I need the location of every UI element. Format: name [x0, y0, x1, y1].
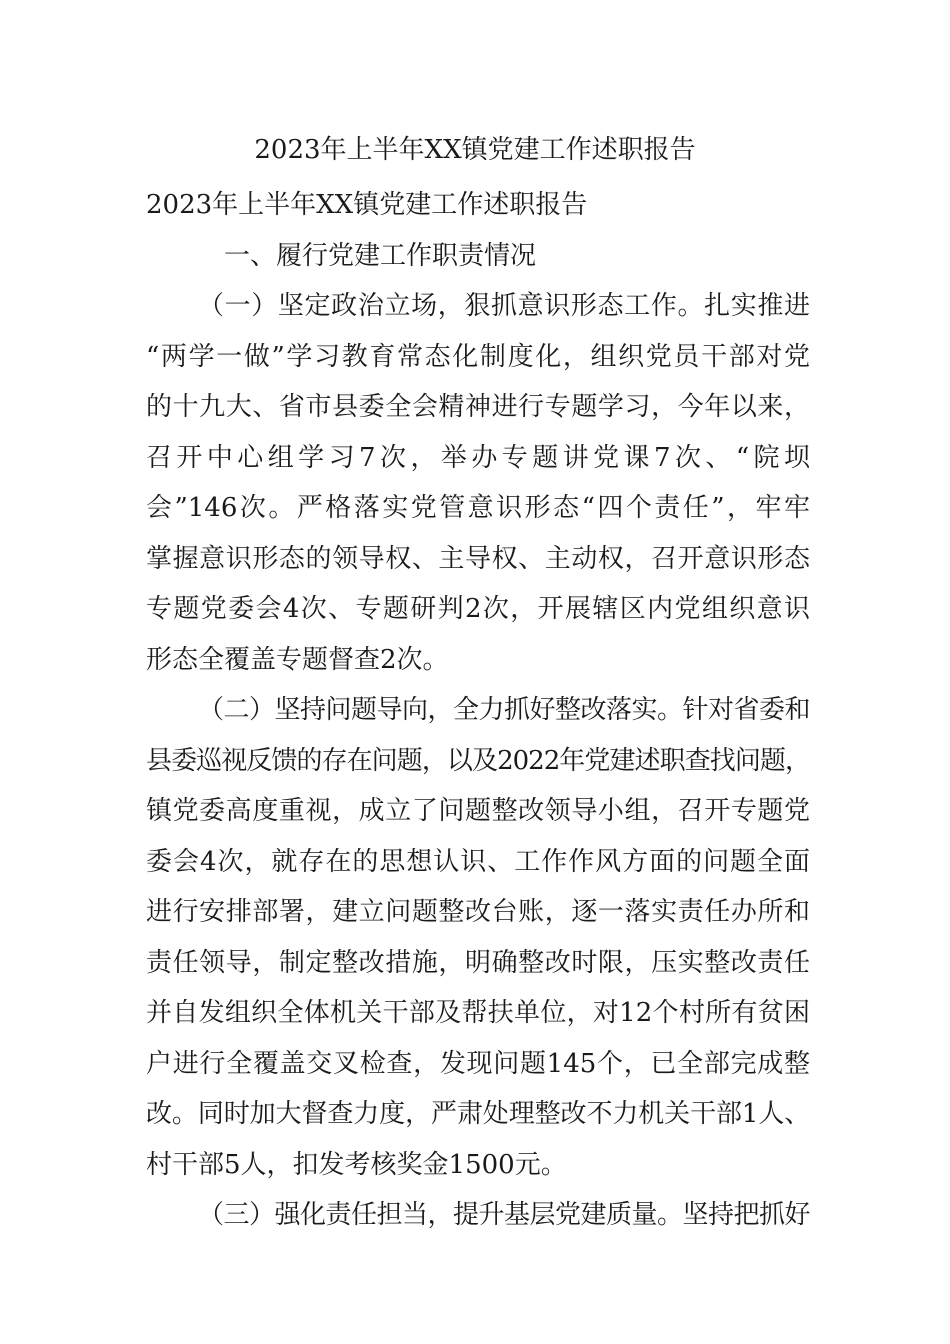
paragraph-line: 的十九大、省市县委全会精神进行专题学习，今年以来， — [146, 392, 810, 422]
paragraph-line: （三）强化责任担当，提升基层党建质量。坚持把抓好 — [198, 1200, 811, 1230]
paragraph-line: 形态全覆盖专题督查2次。 — [146, 644, 449, 675]
paragraph-line: 召开中心组学习7次，举办专题讲党课7次、“院坝 — [146, 442, 810, 473]
paragraph-line: （一）坚定政治立场，狠抓意识形态工作。扎实推进 — [198, 291, 810, 321]
paragraph-line: 掌握意识形态的领导权、主导权、主动权，召开意识形态 — [146, 543, 810, 574]
document-title: 2023年上半年XX镇党建工作述职报告 — [254, 135, 696, 165]
paragraph-line: 并自发组织全体机关干部及帮扶单位，对12个村所有贫困 — [146, 998, 810, 1028]
paragraph-line: 改。同时加大督查力度，严肃处理整改不力机关干部1人、 — [146, 1099, 810, 1129]
paragraph-line: 责任领导，制定整改措施，明确整改时限，压实整改责任 — [146, 947, 810, 978]
paragraph-line: 村干部5人，扣发考核奖金1500元。 — [146, 1149, 567, 1180]
paragraph-line: 委会4次，就存在的思想认识、工作作风方面的问题全面 — [146, 846, 810, 877]
paragraph-line: （二）坚持问题导向，全力抓好整改落实。针对省委和 — [198, 695, 811, 725]
paragraph-line: 进行安排部署，建立问题整改台账，逐一落实责任办所和 — [146, 897, 810, 927]
body-heading: 2023年上半年XX镇党建工作述职报告 — [146, 190, 588, 220]
paragraph-line: 镇党委高度重视，成立了问题整改领导小组，召开专题党 — [146, 796, 810, 826]
paragraph-line: 户进行全覆盖交叉检查，发现问题145个，已全部完成整 — [146, 1048, 810, 1079]
section-heading: 一、履行党建工作职责情况 — [224, 240, 537, 271]
paragraph-line: 会”146次。严格落实党管意识形态“四个责任”，牢牢 — [146, 493, 810, 523]
document-body — [146, 180, 810, 1241]
paragraph-line: “两学一做”学习教育常态化制度化，组织党员干部对党 — [146, 341, 810, 372]
paragraph-line: 专题党委会4次、专题研判2次，开展辖区内党组织意识 — [146, 594, 810, 624]
paragraph-line: 县委巡视反馈的存在问题，以及2022年党建述职查找问题， — [146, 745, 810, 776]
